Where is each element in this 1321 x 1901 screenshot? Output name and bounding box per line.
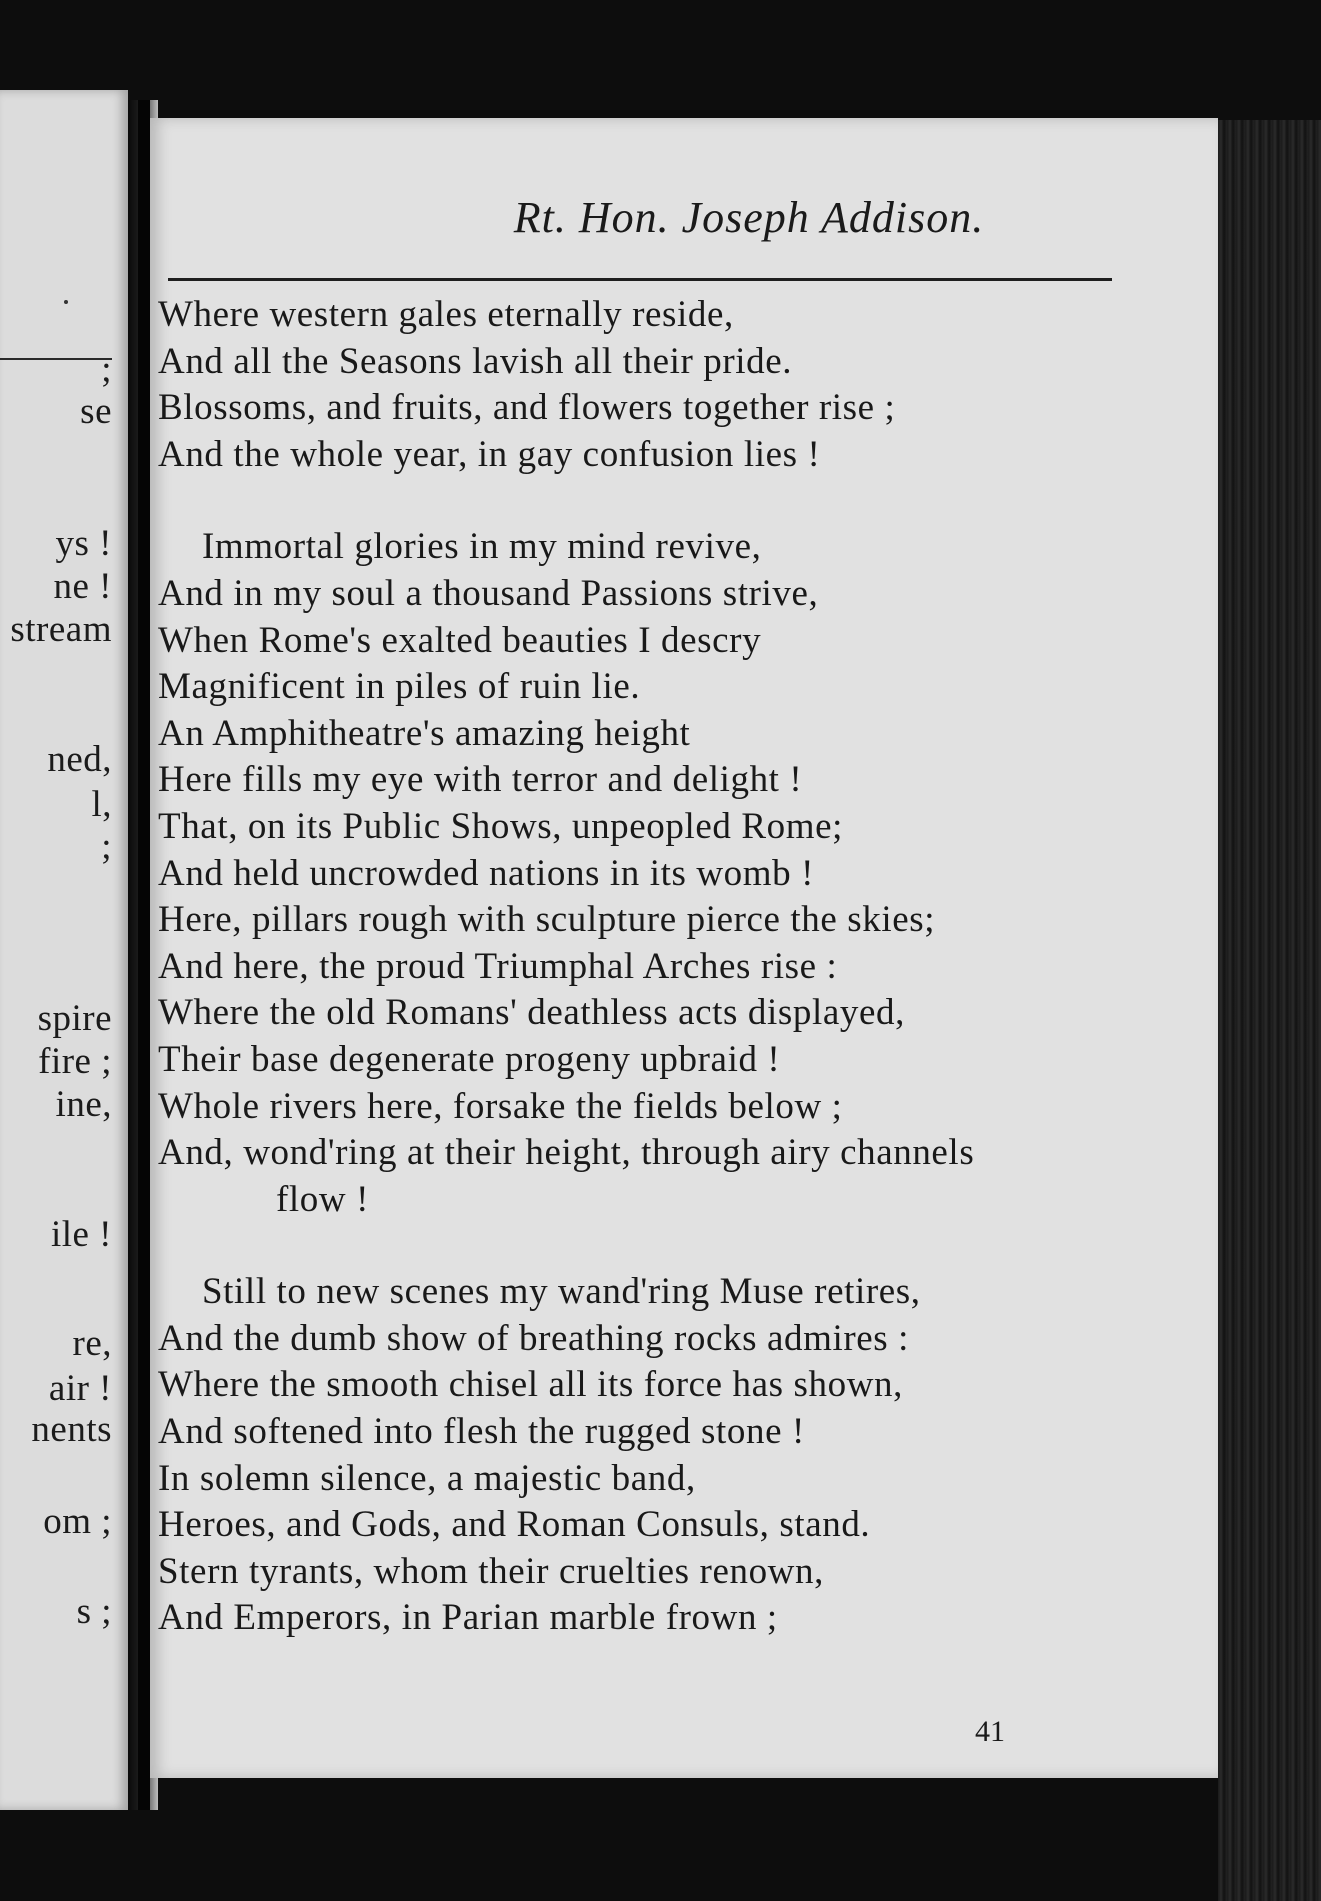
previous-page-fragment: se bbox=[80, 391, 112, 432]
previous-page-fragment: s ; bbox=[76, 1591, 112, 1632]
previous-page-fragment: re, bbox=[72, 1323, 112, 1364]
poem-line: Whole rivers here, forsake the fields below ; bbox=[158, 1085, 843, 1127]
poem-line: Still to new scenes my wand'ring Muse retires, bbox=[202, 1271, 921, 1313]
poem-line: In solemn silence, a majestic band, bbox=[158, 1457, 696, 1499]
poem-line: And here, the proud Triumphal Arches rise : bbox=[158, 945, 838, 987]
poem-line: Here fills my eye with terror and delight ! bbox=[158, 759, 803, 801]
poem-line: Immortal glories in my mind revive, bbox=[202, 526, 762, 568]
previous-page-fragment: air ! bbox=[48, 1368, 112, 1409]
previous-page bbox=[0, 90, 128, 1810]
gutter-shadow bbox=[138, 100, 150, 1810]
ink-dot bbox=[64, 300, 68, 304]
poem-line: Where the old Romans' deathless acts displayed, bbox=[158, 992, 905, 1034]
stanza bbox=[158, 1269, 1118, 1642]
poem-line: And, wond'ring at their height, through airy channels bbox=[158, 1132, 975, 1174]
poem-line: And the whole year, in gay confusion lies ! bbox=[158, 433, 821, 475]
stanza bbox=[158, 292, 1118, 478]
previous-page-fragment: ile ! bbox=[50, 1214, 112, 1255]
poem-line: Blossoms, and fruits, and flowers together rise ; bbox=[158, 387, 896, 429]
previous-page-fragment: ne ! bbox=[53, 566, 112, 607]
previous-page-fragment: spire bbox=[37, 998, 112, 1039]
poem-line: That, on its Public Shows, unpeopled Rome; bbox=[158, 805, 844, 847]
previous-page-fragment: stream bbox=[10, 609, 112, 650]
poem-line: And held uncrowded nations in its womb ! bbox=[158, 852, 814, 894]
poem-line: And Emperors, in Parian marble frown ; bbox=[158, 1597, 778, 1639]
page-fore-edge bbox=[1218, 120, 1321, 1901]
poem-line: And in my soul a thousand Passions strive, bbox=[158, 572, 819, 614]
previous-page-fragment: nents bbox=[31, 1409, 112, 1450]
poem-line: Their base degenerate progeny upbraid ! bbox=[158, 1038, 781, 1080]
previous-page-rule bbox=[0, 358, 112, 360]
previous-page-fragment: fire ; bbox=[38, 1041, 112, 1082]
poem-line: Heroes, and Gods, and Roman Consuls, stand. bbox=[158, 1504, 871, 1546]
poem-line: And the dumb show of breathing rocks admires : bbox=[158, 1317, 910, 1359]
previous-page-fragment: l, bbox=[91, 784, 112, 825]
poem-line: Here, pillars rough with sculpture pierce the skies; bbox=[158, 899, 936, 941]
stanza bbox=[158, 524, 1118, 1223]
poem-line: Where the smooth chisel all its force has shown, bbox=[158, 1364, 903, 1406]
running-head: Rt. Hon. Joseph Addison. bbox=[513, 193, 985, 242]
previous-page-fragment: om ; bbox=[43, 1501, 112, 1542]
poem-line: When Rome's exalted beauties I descry bbox=[158, 619, 762, 661]
poem-line: Stern tyrants, whom their cruelties renown, bbox=[158, 1550, 824, 1592]
previous-page-fragment: ; bbox=[101, 349, 112, 390]
previous-page-fragment: ine, bbox=[55, 1084, 112, 1125]
poem-line: Magnificent in piles of ruin lie. bbox=[158, 666, 641, 708]
poem-line: Where western gales eternally reside, bbox=[158, 294, 734, 335]
header-rule bbox=[168, 278, 1112, 281]
poem-line-turnover: flow ! bbox=[276, 1178, 369, 1220]
previous-page-fragment: ned, bbox=[47, 739, 112, 780]
poem-line: And all the Seasons lavish all their pride. bbox=[158, 340, 793, 382]
poem-line: An Amphitheatre's amazing height bbox=[158, 712, 691, 754]
poem-text bbox=[158, 292, 1118, 1642]
page-number: 41 bbox=[975, 1715, 1005, 1748]
previous-page-fragment: ; bbox=[101, 826, 112, 867]
poem-line: And softened into flesh the rugged stone ! bbox=[158, 1411, 805, 1453]
previous-page-fragment: ys ! bbox=[55, 523, 112, 564]
